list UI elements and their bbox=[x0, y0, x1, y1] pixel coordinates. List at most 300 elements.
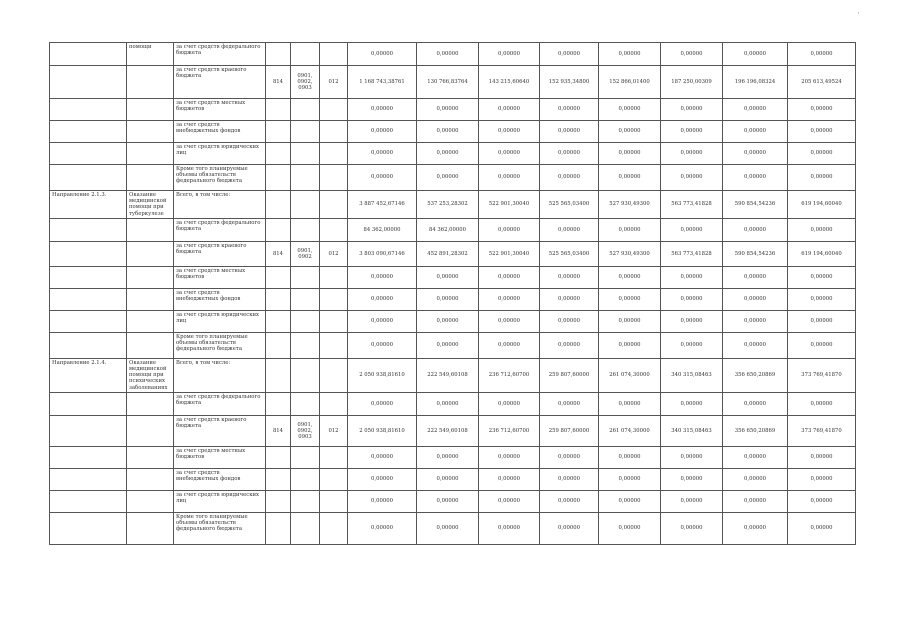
cell-year-value: 0,00000 bbox=[417, 332, 479, 358]
cell-funding-source: за счет средств краевого бюджета bbox=[174, 241, 266, 266]
cell-grbs-code bbox=[266, 332, 291, 358]
cell-year-value: 525 565,03400 bbox=[540, 241, 599, 266]
cell-year-value: 143 215,60640 bbox=[479, 66, 540, 99]
table-row bbox=[50, 165, 856, 191]
cell-year-value: 0,00000 bbox=[723, 310, 788, 332]
cell-year-value: 340 315,08463 bbox=[661, 415, 723, 446]
table-row bbox=[50, 288, 856, 310]
cell-total-value: 0,00000 bbox=[348, 332, 417, 358]
table-row bbox=[50, 43, 856, 66]
cell-year-value: 0,00000 bbox=[723, 392, 788, 415]
cell-year-value: 0,00000 bbox=[479, 490, 540, 512]
cell-year-value: 0,00000 bbox=[540, 121, 599, 143]
cell-year-value: 0,00000 bbox=[723, 143, 788, 165]
cell-year-value: 0,00000 bbox=[723, 121, 788, 143]
cell-item-name: помощи bbox=[127, 43, 174, 66]
cell-program-code: 012 bbox=[320, 415, 348, 446]
cell-direction bbox=[50, 415, 127, 446]
cell-year-value: 236 712,60700 bbox=[479, 415, 540, 446]
cell-section-code bbox=[291, 218, 320, 241]
corner-mark: ' bbox=[858, 12, 860, 19]
cell-year-value: 0,00000 bbox=[723, 490, 788, 512]
cell-year-value: 373 769,41870 bbox=[788, 358, 856, 392]
cell-item-name bbox=[127, 288, 174, 310]
cell-program-code bbox=[320, 288, 348, 310]
margin-mark: - bbox=[66, 465, 69, 472]
cell-item-name bbox=[127, 165, 174, 191]
cell-funding-source: за счет средств краевого бюджета bbox=[174, 415, 266, 446]
cell-year-value: 130 766,83764 bbox=[417, 66, 479, 99]
cell-grbs-code bbox=[266, 99, 291, 121]
cell-item-name bbox=[127, 266, 174, 288]
cell-direction bbox=[50, 218, 127, 241]
cell-section-code bbox=[291, 266, 320, 288]
cell-year-value: 0,00000 bbox=[599, 121, 661, 143]
cell-year-value: 0,00000 bbox=[788, 446, 856, 468]
cell-section-code bbox=[291, 43, 320, 66]
cell-year-value: 0,00000 bbox=[661, 99, 723, 121]
cell-total-value: 2 050 938,81610 bbox=[348, 358, 417, 392]
cell-section-code bbox=[291, 121, 320, 143]
cell-year-value: 0,00000 bbox=[540, 266, 599, 288]
cell-year-value: 0,00000 bbox=[599, 218, 661, 241]
cell-item-name: Оказание медицинской помощи при психических заболеваниях bbox=[127, 358, 174, 392]
table-row bbox=[50, 99, 856, 121]
cell-year-value: 0,00000 bbox=[417, 121, 479, 143]
cell-section-code bbox=[291, 310, 320, 332]
cell-direction bbox=[50, 288, 127, 310]
cell-year-value: 0,00000 bbox=[599, 468, 661, 490]
cell-year-value: 0,00000 bbox=[599, 143, 661, 165]
cell-program-code bbox=[320, 191, 348, 219]
cell-year-value: 222 549,60108 bbox=[417, 415, 479, 446]
cell-year-value: 0,00000 bbox=[723, 512, 788, 544]
cell-direction bbox=[50, 165, 127, 191]
cell-total-value: 0,00000 bbox=[348, 266, 417, 288]
cell-year-value: 0,00000 bbox=[788, 121, 856, 143]
cell-direction bbox=[50, 43, 127, 66]
cell-year-value: 0,00000 bbox=[540, 468, 599, 490]
cell-funding-source: за счет средств юридических лиц bbox=[174, 143, 266, 165]
cell-section-code: 0901, 0902, 0903 bbox=[291, 415, 320, 446]
cell-year-value: 0,00000 bbox=[723, 165, 788, 191]
cell-funding-source: за счет средств местных бюджетов bbox=[174, 446, 266, 468]
cell-year-value: 0,00000 bbox=[788, 43, 856, 66]
table-row bbox=[50, 66, 856, 99]
cell-funding-source: за счет средств местных бюджетов bbox=[174, 266, 266, 288]
cell-year-value: 0,00000 bbox=[599, 266, 661, 288]
cell-year-value: 0,00000 bbox=[661, 332, 723, 358]
cell-total-value: 0,00000 bbox=[348, 288, 417, 310]
cell-total-value: 0,00000 bbox=[348, 490, 417, 512]
cell-year-value: 0,00000 bbox=[599, 490, 661, 512]
cell-grbs-code bbox=[266, 143, 291, 165]
cell-item-name bbox=[127, 468, 174, 490]
cell-total-value: 0,00000 bbox=[348, 165, 417, 191]
cell-year-value: 187 250,00309 bbox=[661, 66, 723, 99]
cell-section-code bbox=[291, 490, 320, 512]
cell-program-code bbox=[320, 143, 348, 165]
cell-year-value: 0,00000 bbox=[417, 143, 479, 165]
cell-year-value: 0,00000 bbox=[788, 468, 856, 490]
cell-year-value: 0,00000 bbox=[661, 288, 723, 310]
cell-funding-source: за счет средств местных бюджетов bbox=[174, 99, 266, 121]
cell-year-value: 0,00000 bbox=[479, 143, 540, 165]
cell-year-value: 0,00000 bbox=[723, 43, 788, 66]
cell-year-value: 356 650,20869 bbox=[723, 415, 788, 446]
cell-total-value: 0,00000 bbox=[348, 121, 417, 143]
cell-year-value: 0,00000 bbox=[540, 332, 599, 358]
cell-direction bbox=[50, 468, 127, 490]
cell-program-code bbox=[320, 310, 348, 332]
cell-year-value: 0,00000 bbox=[479, 332, 540, 358]
cell-funding-source: за счет средств юридических лиц bbox=[174, 310, 266, 332]
cell-direction bbox=[50, 121, 127, 143]
cell-year-value: 563 773,41828 bbox=[661, 191, 723, 219]
cell-year-value: 0,00000 bbox=[540, 143, 599, 165]
cell-grbs-code bbox=[266, 358, 291, 392]
cell-section-code bbox=[291, 332, 320, 358]
cell-program-code bbox=[320, 358, 348, 392]
cell-grbs-code: 814 bbox=[266, 415, 291, 446]
cell-section-code bbox=[291, 392, 320, 415]
cell-year-value: 522 901,30040 bbox=[479, 241, 540, 266]
cell-year-value: 0,00000 bbox=[540, 99, 599, 121]
cell-year-value: 0,00000 bbox=[788, 310, 856, 332]
cell-year-value: 0,00000 bbox=[417, 43, 479, 66]
cell-funding-source: Кроме того планируемые объемы обязательств федерального бюджета bbox=[174, 512, 266, 544]
cell-year-value: 236 712,60700 bbox=[479, 358, 540, 392]
cell-item-name bbox=[127, 143, 174, 165]
cell-year-value: 0,00000 bbox=[723, 332, 788, 358]
cell-direction bbox=[50, 266, 127, 288]
cell-year-value: 0,00000 bbox=[540, 490, 599, 512]
cell-direction bbox=[50, 143, 127, 165]
cell-program-code bbox=[320, 43, 348, 66]
cell-funding-source: Всего, в том числе: bbox=[174, 191, 266, 219]
cell-section-code: 0901, 0902, 0903 bbox=[291, 66, 320, 99]
cell-total-value: 1 168 743,38761 bbox=[348, 66, 417, 99]
cell-grbs-code bbox=[266, 191, 291, 219]
cell-year-value: 196 196,08324 bbox=[723, 66, 788, 99]
cell-funding-source: за счет средств юридических лиц bbox=[174, 490, 266, 512]
cell-year-value: 522 901,30040 bbox=[479, 191, 540, 219]
table-row bbox=[50, 191, 856, 219]
cell-section-code bbox=[291, 446, 320, 468]
cell-section-code bbox=[291, 143, 320, 165]
cell-section-code: 0901, 0902 bbox=[291, 241, 320, 266]
cell-year-value: 0,00000 bbox=[661, 468, 723, 490]
cell-total-value: 84 362,00000 bbox=[348, 218, 417, 241]
cell-year-value: 0,00000 bbox=[661, 392, 723, 415]
cell-section-code bbox=[291, 512, 320, 544]
cell-total-value: 2 050 938,81610 bbox=[348, 415, 417, 446]
cell-year-value: 0,00000 bbox=[788, 512, 856, 544]
cell-total-value: 0,00000 bbox=[348, 468, 417, 490]
cell-year-value: 152 866,01400 bbox=[599, 66, 661, 99]
cell-funding-source: Кроме того планируемые объемы обязательств федерального бюджета bbox=[174, 332, 266, 358]
cell-item-name bbox=[127, 332, 174, 358]
cell-funding-source: за счет средств внебюджетных фондов bbox=[174, 121, 266, 143]
cell-program-code bbox=[320, 99, 348, 121]
cell-item-name bbox=[127, 66, 174, 99]
cell-item-name: Оказание медицинской помощи при туберкулезе bbox=[127, 191, 174, 219]
cell-funding-source: за счет средств внебюджетных фондов bbox=[174, 468, 266, 490]
table-row bbox=[50, 332, 856, 358]
cell-year-value: 0,00000 bbox=[599, 165, 661, 191]
cell-year-value: 0,00000 bbox=[599, 512, 661, 544]
cell-direction bbox=[50, 512, 127, 544]
cell-program-code bbox=[320, 165, 348, 191]
cell-direction bbox=[50, 99, 127, 121]
cell-year-value: 590 854,54236 bbox=[723, 241, 788, 266]
cell-program-code: 012 bbox=[320, 241, 348, 266]
cell-year-value: 537 253,28302 bbox=[417, 191, 479, 219]
cell-grbs-code: 814 bbox=[266, 66, 291, 99]
table-row bbox=[50, 218, 856, 241]
cell-year-value: 0,00000 bbox=[788, 165, 856, 191]
cell-year-value: 0,00000 bbox=[417, 266, 479, 288]
table-row bbox=[50, 490, 856, 512]
cell-grbs-code bbox=[266, 165, 291, 191]
cell-year-value: 0,00000 bbox=[479, 43, 540, 66]
table-row bbox=[50, 358, 856, 392]
cell-year-value: 0,00000 bbox=[788, 143, 856, 165]
cell-year-value: 0,00000 bbox=[479, 266, 540, 288]
cell-year-value: 0,00000 bbox=[417, 446, 479, 468]
cell-program-code bbox=[320, 468, 348, 490]
cell-year-value: 0,00000 bbox=[661, 512, 723, 544]
cell-year-value: 0,00000 bbox=[599, 288, 661, 310]
cell-program-code bbox=[320, 392, 348, 415]
cell-year-value: 340 315,08463 bbox=[661, 358, 723, 392]
cell-direction: Направление 2.1.4. bbox=[50, 358, 127, 392]
table-row bbox=[50, 415, 856, 446]
table-row bbox=[50, 512, 856, 544]
table-row bbox=[50, 241, 856, 266]
cell-section-code bbox=[291, 288, 320, 310]
budget-table bbox=[49, 42, 856, 545]
cell-funding-source: за счет средств федерального бюджета bbox=[174, 218, 266, 241]
cell-item-name bbox=[127, 446, 174, 468]
cell-year-value: 0,00000 bbox=[599, 446, 661, 468]
cell-year-value: 0,00000 bbox=[479, 288, 540, 310]
cell-direction bbox=[50, 490, 127, 512]
cell-year-value: 0,00000 bbox=[661, 266, 723, 288]
cell-program-code bbox=[320, 332, 348, 358]
cell-grbs-code bbox=[266, 512, 291, 544]
cell-year-value: 0,00000 bbox=[479, 165, 540, 191]
cell-funding-source: за счет средств федерального бюджета bbox=[174, 43, 266, 66]
cell-year-value: 452 891,28302 bbox=[417, 241, 479, 266]
cell-funding-source: Кроме того планируемые объемы обязательств федерального бюджета bbox=[174, 165, 266, 191]
table-row bbox=[50, 310, 856, 332]
cell-year-value: 0,00000 bbox=[479, 468, 540, 490]
cell-grbs-code bbox=[266, 446, 291, 468]
cell-year-value: 0,00000 bbox=[788, 266, 856, 288]
cell-total-value: 0,00000 bbox=[348, 99, 417, 121]
cell-year-value: 0,00000 bbox=[599, 43, 661, 66]
cell-year-value: 0,00000 bbox=[788, 99, 856, 121]
cell-year-value: 0,00000 bbox=[540, 392, 599, 415]
cell-year-value: 259 807,60000 bbox=[540, 415, 599, 446]
cell-year-value: 0,00000 bbox=[540, 218, 599, 241]
cell-direction bbox=[50, 241, 127, 266]
cell-item-name bbox=[127, 241, 174, 266]
cell-year-value: 0,00000 bbox=[723, 468, 788, 490]
cell-year-value: 259 807,60000 bbox=[540, 358, 599, 392]
cell-year-value: 0,00000 bbox=[599, 310, 661, 332]
cell-year-value: 0,00000 bbox=[788, 288, 856, 310]
cell-section-code bbox=[291, 165, 320, 191]
cell-year-value: 0,00000 bbox=[417, 392, 479, 415]
cell-year-value: 0,00000 bbox=[417, 512, 479, 544]
cell-year-value: 0,00000 bbox=[599, 392, 661, 415]
cell-year-value: 0,00000 bbox=[417, 310, 479, 332]
cell-year-value: 0,00000 bbox=[788, 490, 856, 512]
cell-program-code bbox=[320, 218, 348, 241]
cell-year-value: 0,00000 bbox=[417, 99, 479, 121]
cell-funding-source: за счет средств краевого бюджета bbox=[174, 66, 266, 99]
cell-total-value: 0,00000 bbox=[348, 43, 417, 66]
cell-year-value: 0,00000 bbox=[788, 392, 856, 415]
cell-funding-source: за счет средств внебюджетных фондов bbox=[174, 288, 266, 310]
cell-total-value: 0,00000 bbox=[348, 392, 417, 415]
cell-year-value: 0,00000 bbox=[661, 446, 723, 468]
cell-year-value: 0,00000 bbox=[788, 332, 856, 358]
table-row bbox=[50, 143, 856, 165]
cell-program-code bbox=[320, 490, 348, 512]
table-row bbox=[50, 121, 856, 143]
cell-total-value: 0,00000 bbox=[348, 512, 417, 544]
cell-section-code bbox=[291, 99, 320, 121]
table-row bbox=[50, 266, 856, 288]
cell-year-value: 0,00000 bbox=[479, 512, 540, 544]
table-row bbox=[50, 446, 856, 468]
cell-year-value: 0,00000 bbox=[661, 310, 723, 332]
cell-year-value: 0,00000 bbox=[723, 446, 788, 468]
cell-year-value: 0,00000 bbox=[599, 99, 661, 121]
cell-section-code bbox=[291, 358, 320, 392]
cell-year-value: 0,00000 bbox=[540, 310, 599, 332]
cell-total-value: 0,00000 bbox=[348, 310, 417, 332]
cell-section-code bbox=[291, 191, 320, 219]
cell-year-value: 0,00000 bbox=[599, 332, 661, 358]
cell-year-value: 0,00000 bbox=[723, 266, 788, 288]
cell-item-name bbox=[127, 392, 174, 415]
cell-year-value: 0,00000 bbox=[417, 490, 479, 512]
cell-year-value: 619 194,60040 bbox=[788, 241, 856, 266]
cell-funding-source: Всего, в том числе: bbox=[174, 358, 266, 392]
cell-year-value: 152 935,34800 bbox=[540, 66, 599, 99]
cell-grbs-code bbox=[266, 490, 291, 512]
cell-program-code bbox=[320, 446, 348, 468]
cell-year-value: 261 074,30000 bbox=[599, 358, 661, 392]
cell-year-value: 0,00000 bbox=[723, 288, 788, 310]
cell-grbs-code bbox=[266, 392, 291, 415]
cell-year-value: 0,00000 bbox=[479, 446, 540, 468]
cell-year-value: 0,00000 bbox=[788, 218, 856, 241]
cell-total-value: 3 803 090,67146 bbox=[348, 241, 417, 266]
cell-year-value: 590 854,54236 bbox=[723, 191, 788, 219]
cell-year-value: 0,00000 bbox=[540, 43, 599, 66]
cell-year-value: 527 930,49300 bbox=[599, 241, 661, 266]
cell-year-value: 0,00000 bbox=[417, 165, 479, 191]
table-row bbox=[50, 392, 856, 415]
cell-direction bbox=[50, 392, 127, 415]
cell-year-value: 0,00000 bbox=[479, 392, 540, 415]
cell-grbs-code bbox=[266, 121, 291, 143]
cell-year-value: 0,00000 bbox=[540, 512, 599, 544]
cell-year-value: 0,00000 bbox=[723, 218, 788, 241]
cell-funding-source: за счет средств федерального бюджета bbox=[174, 392, 266, 415]
cell-item-name bbox=[127, 490, 174, 512]
cell-grbs-code bbox=[266, 288, 291, 310]
cell-direction bbox=[50, 332, 127, 358]
cell-total-value: 0,00000 bbox=[348, 446, 417, 468]
cell-year-value: 0,00000 bbox=[479, 99, 540, 121]
cell-year-value: 0,00000 bbox=[661, 490, 723, 512]
cell-direction: Направление 2.1.3. bbox=[50, 191, 127, 219]
cell-year-value: 0,00000 bbox=[417, 468, 479, 490]
cell-program-code bbox=[320, 121, 348, 143]
cell-item-name bbox=[127, 310, 174, 332]
cell-year-value: 205 613,49524 bbox=[788, 66, 856, 99]
cell-item-name bbox=[127, 99, 174, 121]
cell-year-value: 0,00000 bbox=[479, 121, 540, 143]
cell-year-value: 563 773,41828 bbox=[661, 241, 723, 266]
cell-grbs-code bbox=[266, 266, 291, 288]
cell-item-name bbox=[127, 415, 174, 446]
cell-year-value: 0,00000 bbox=[661, 143, 723, 165]
cell-grbs-code bbox=[266, 218, 291, 241]
cell-program-code: 012 bbox=[320, 66, 348, 99]
cell-year-value: 619 194,60040 bbox=[788, 191, 856, 219]
cell-grbs-code bbox=[266, 43, 291, 66]
cell-direction bbox=[50, 310, 127, 332]
cell-total-value: 0,00000 bbox=[348, 143, 417, 165]
cell-year-value: 222 549,60108 bbox=[417, 358, 479, 392]
cell-year-value: 0,00000 bbox=[661, 218, 723, 241]
cell-year-value: 0,00000 bbox=[417, 288, 479, 310]
cell-year-value: 0,00000 bbox=[479, 218, 540, 241]
cell-year-value: 527 930,49300 bbox=[599, 191, 661, 219]
cell-item-name bbox=[127, 121, 174, 143]
cell-year-value: 0,00000 bbox=[723, 99, 788, 121]
table-row bbox=[50, 468, 856, 490]
cell-year-value: 0,00000 bbox=[661, 165, 723, 191]
cell-direction bbox=[50, 66, 127, 99]
cell-year-value: 0,00000 bbox=[540, 165, 599, 191]
cell-program-code bbox=[320, 512, 348, 544]
cell-section-code bbox=[291, 468, 320, 490]
cell-year-value: 0,00000 bbox=[540, 288, 599, 310]
cell-year-value: 84 362,00000 bbox=[417, 218, 479, 241]
cell-year-value: 356 650,20869 bbox=[723, 358, 788, 392]
cell-item-name bbox=[127, 512, 174, 544]
cell-year-value: 0,00000 bbox=[540, 446, 599, 468]
cell-grbs-code: 814 bbox=[266, 241, 291, 266]
cell-year-value: 0,00000 bbox=[479, 310, 540, 332]
cell-item-name bbox=[127, 218, 174, 241]
cell-year-value: 0,00000 bbox=[661, 43, 723, 66]
cell-year-value: 0,00000 bbox=[661, 121, 723, 143]
cell-total-value: 3 887 452,67146 bbox=[348, 191, 417, 219]
cell-program-code bbox=[320, 266, 348, 288]
cell-year-value: 373 769,41870 bbox=[788, 415, 856, 446]
cell-year-value: 261 074,30000 bbox=[599, 415, 661, 446]
cell-grbs-code bbox=[266, 468, 291, 490]
